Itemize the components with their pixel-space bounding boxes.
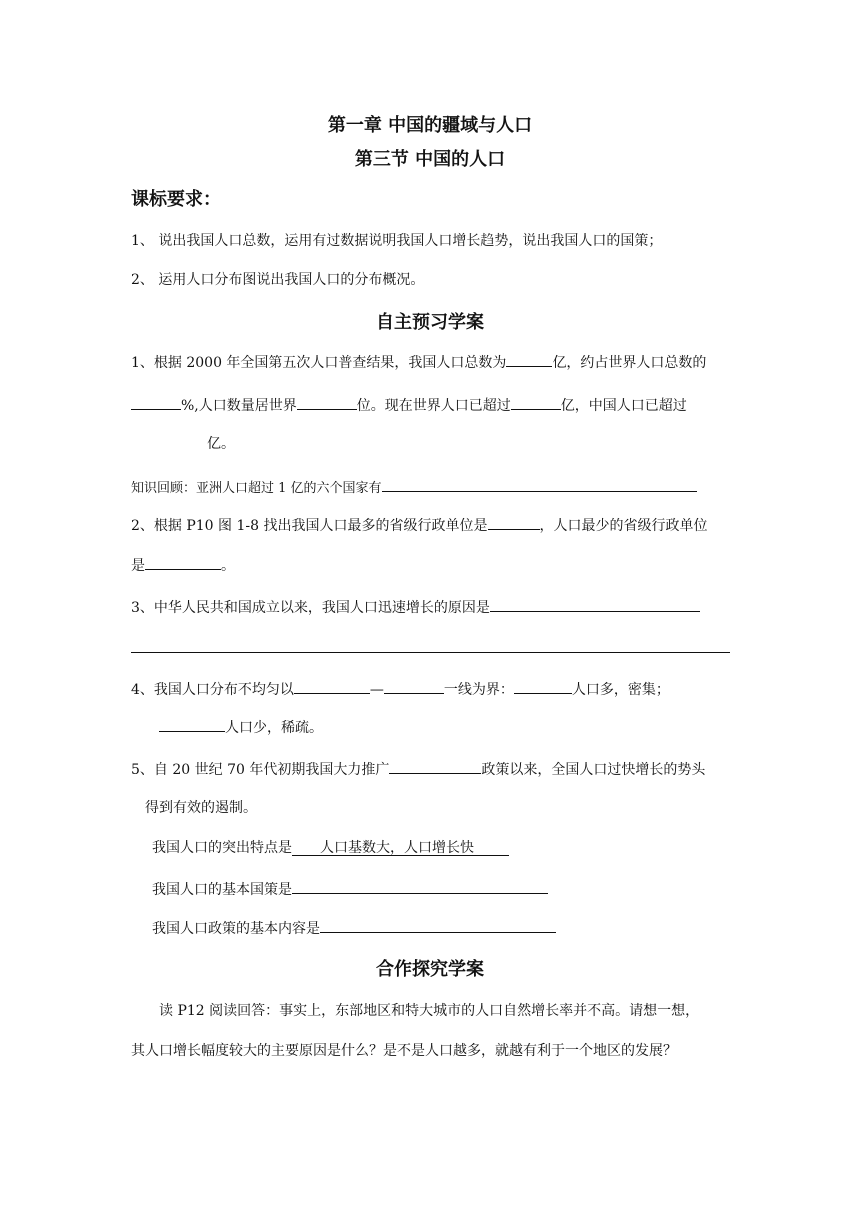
- question-4-line-2: [159, 716, 323, 738]
- q2-text-d: 。: [221, 558, 235, 574]
- requirement-item-1: 1、 说出我国人口总数，运用有过数据说明我国人口增长趋势，说出我国人口的国策；: [131, 233, 663, 249]
- q4-blank-end[interactable]: [384, 678, 444, 694]
- requirement-item-2: 2、 运用人口分布图说出我国人口的分布概况。: [131, 272, 425, 288]
- question-2-line-1: [131, 514, 708, 536]
- q2-blank-most[interactable]: [488, 514, 540, 530]
- review-line: [131, 476, 697, 499]
- q5-blank-policy[interactable]: [389, 758, 481, 774]
- question-1-line-1: [131, 351, 706, 373]
- q1-blank-percent[interactable]: [131, 394, 181, 410]
- q2-blank-least[interactable]: [145, 554, 221, 570]
- q2-text-c: 是: [131, 558, 145, 574]
- q1-text-d: 位。现在世界人口已超过: [356, 398, 511, 414]
- q1-text-b: 亿，约占世界人口总数的: [552, 355, 707, 371]
- q2-text-a: 2、根据 P10 图 1-8 找出我国人口最多的省级行政单位是: [131, 518, 488, 534]
- review-blank[interactable]: [382, 476, 697, 492]
- q4-blank-west[interactable]: [159, 716, 225, 732]
- content-blank[interactable]: [320, 917, 556, 933]
- cooperate-para-line-2: 其人口增长幅度较大的主要原因是什么？是不是人口越多，就越有利于一个地区的发展？: [131, 1043, 677, 1059]
- question-2-line-2: [131, 554, 235, 576]
- preview-heading: 自主预习学案: [376, 312, 484, 333]
- question-3-line: [131, 596, 700, 618]
- q1-text-f: 亿。: [207, 436, 235, 452]
- section-title: 第三节 中国的人口: [354, 149, 506, 170]
- feature-label: 我国人口的突出特点是: [152, 840, 292, 856]
- question-1-line-2: [131, 394, 687, 416]
- q4-dash: —: [369, 682, 384, 698]
- q3-answer-line[interactable]: [131, 652, 730, 653]
- q5-text-a: 5、自 20 世纪 70 年代初期我国大力推广: [131, 762, 390, 778]
- q4-text-c: 人口多，密集；: [571, 682, 670, 698]
- q4-blank-east[interactable]: [514, 678, 572, 694]
- requirements-heading: 课标要求：: [131, 189, 221, 210]
- chapter-title: 第一章 中国的疆域与人口: [327, 115, 533, 136]
- q1-text-e: 亿，中国人口已超过: [560, 398, 687, 414]
- policy-line: [152, 878, 548, 900]
- q3-text: 3、中华人民共和国成立以来，我国人口迅速增长的原因是: [131, 600, 490, 616]
- q1-blank-total[interactable]: [506, 351, 552, 367]
- q5-text-c: 得到有效的遏制。: [145, 800, 257, 816]
- feature-answer-text: 人口基数大，人口增长快: [320, 840, 474, 856]
- q1-text-c: %,人口数量居世界: [181, 398, 297, 414]
- q4-text-d: 人口少，稀疏。: [225, 720, 323, 736]
- cooperate-para-line-1: 读 P12 阅读回答：事实上，东部地区和特大城市的人口自然增长率并不高。请想一想，: [159, 1003, 700, 1019]
- question-4-line-1: [131, 678, 670, 700]
- policy-label: 我国人口的基本国策是: [152, 882, 292, 898]
- q1-blank-world[interactable]: [511, 394, 561, 410]
- content-line: [152, 917, 556, 939]
- policy-blank[interactable]: [292, 878, 548, 894]
- question-5-line-1: [131, 758, 705, 780]
- q4-text-a: 4、我国人口分布不均匀以: [131, 682, 294, 698]
- review-label: 知识回顾：亚洲人口超过 1 亿的六个国家有: [131, 481, 382, 496]
- q2-text-b: ，人口最少的省级行政单位: [539, 518, 708, 534]
- q5-text-b: 政策以来，全国人口过快增长的势头: [481, 762, 706, 778]
- q4-blank-start[interactable]: [294, 678, 370, 694]
- q4-text-b: 一线为界：: [443, 682, 514, 698]
- feature-line: [152, 838, 509, 858]
- content-label: 我国人口政策的基本内容是: [152, 921, 320, 937]
- q1-text-a: 1、根据 2000 年全国第五次人口普查结果，我国人口总数为: [131, 355, 507, 371]
- q3-blank[interactable]: [490, 596, 700, 612]
- q1-blank-rank[interactable]: [297, 394, 357, 410]
- feature-answer: [292, 840, 509, 856]
- cooperate-heading: 合作探究学案: [376, 959, 484, 980]
